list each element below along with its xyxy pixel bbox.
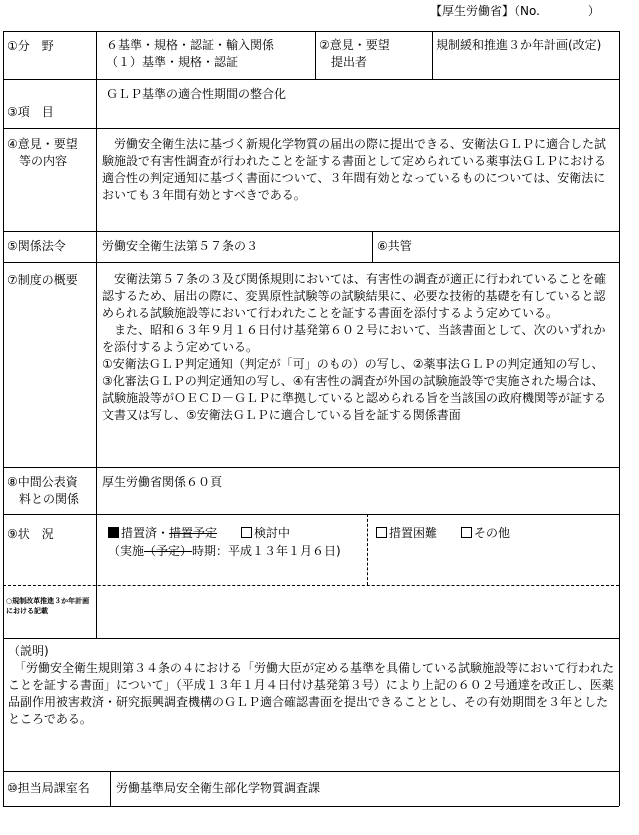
status-considering-checkbox[interactable] (241, 527, 252, 538)
status-implementation-line (108, 543, 366, 560)
impl-prefix: （実施 (108, 544, 145, 558)
field-value-line1: ６基準・規格・認証・輸入関係 (106, 38, 275, 52)
impl-struck: （予定） (144, 544, 193, 558)
joint-label: ⑥共管 (377, 239, 412, 253)
item-value: ＧＬＰ基準の適合性期間の整合化 (106, 87, 287, 101)
public-label: ⑧中間公表資 料との関係 (7, 475, 80, 506)
public-value: 厚生労働省関係６０頁 (102, 475, 223, 489)
system-label: ⑦制度の概要 (7, 273, 78, 287)
status-done-label: 措置済・ (121, 526, 170, 540)
opinion-label: ④意見・要望 等の内容 (7, 137, 78, 168)
status-considering-label: 検討中 (254, 526, 291, 540)
field-label: ①分 野 (7, 39, 54, 53)
status-options-line (108, 525, 363, 542)
ministry-header: 【厚生労働省】（No. ） (430, 4, 600, 18)
explanation-body: 「労働安全衛生規則第３４条の４における「労働大臣が定める基準を具備している試験施設等において行われたことを証する書面」について」（平成１３年１月４日付け基発第３号）により上記の６０２号通達を改正し、医薬品副作用被害救済・研究振興調査機構のＧＬＰ適合確認書面を提出できることとし、その有効期間を３年としたところである。 (8, 661, 615, 726)
requester-value: 規制緩和推進３か年計画(改定) (436, 38, 602, 52)
field-value-line2: （１）基準・規格・認証 (106, 55, 239, 69)
status-other-label: その他 (474, 526, 511, 540)
impl-suffix: 時期：平成１３年１月６日) (192, 544, 341, 558)
opinion-value: 労働安全衛生法に基づく新規化学物質の届出の際に提出できる、安衛法ＧＬＰに適合した試験施設で有害性調査が行われたことを証する書面として定められている薬事法ＧＬＰにおける適合性の判定通知に基づく書面について、３年間有効となっているものについては、安衛法においても３年間有効とすべきである。 (102, 137, 607, 202)
requester-label: ②意見・要望 提出者 (319, 38, 390, 69)
status-done-checkbox[interactable] (108, 527, 119, 538)
status-options-right (376, 525, 616, 542)
item-label: ③項 目 (7, 105, 54, 119)
explanation-heading: （説明) (8, 644, 49, 658)
footer-value: 労働基準局安全衛生部化学物質調査課 (116, 781, 321, 795)
status-label: ⑨状 況 (7, 527, 54, 541)
footer-label: ⑩担当局課室名 (7, 781, 90, 795)
law-value: 労働安全衛生法第５７条の３ (102, 239, 259, 253)
law-label: ⑤関係法令 (7, 239, 66, 253)
plan-label: ○規制改革推進３か年計画における記載 (6, 597, 90, 615)
system-value: 安衛法第５７条の３及び関係規則においては、有害性の調査が適正に行われていることを確認するため、届出の際に、変異原性試験等の試験結果に、必要な技術的基礎を有していると認められる試験施設等において行われたことを証する書面を添付するよう定めている。 また、昭和６３年９月１６日付け基発第６０２号において、当該書面として、次のいずれかを添付するよう定めている。 ①安衛法ＧＬＰ判定通知（判定が「可」のもの）の写し、②薬事法ＧＬＰの判定通知の写し、③化審法ＧＬＰの判定通知の写し、④有害性の調査が外国の試験施設等で実施された場合は、試験施設等がＯＥＣＤ－ＧＬＰに準拠していると認められる旨を当該国の政府機関等が証する文書又は写し、⑤安衛法ＧＬＰに適合している旨を証する関係書面 (102, 272, 607, 422)
status-planned-label: 措置予定 (169, 526, 218, 540)
status-difficult-checkbox[interactable] (376, 527, 387, 538)
status-other-checkbox[interactable] (461, 527, 472, 538)
status-difficult-label: 措置困難 (389, 526, 438, 540)
